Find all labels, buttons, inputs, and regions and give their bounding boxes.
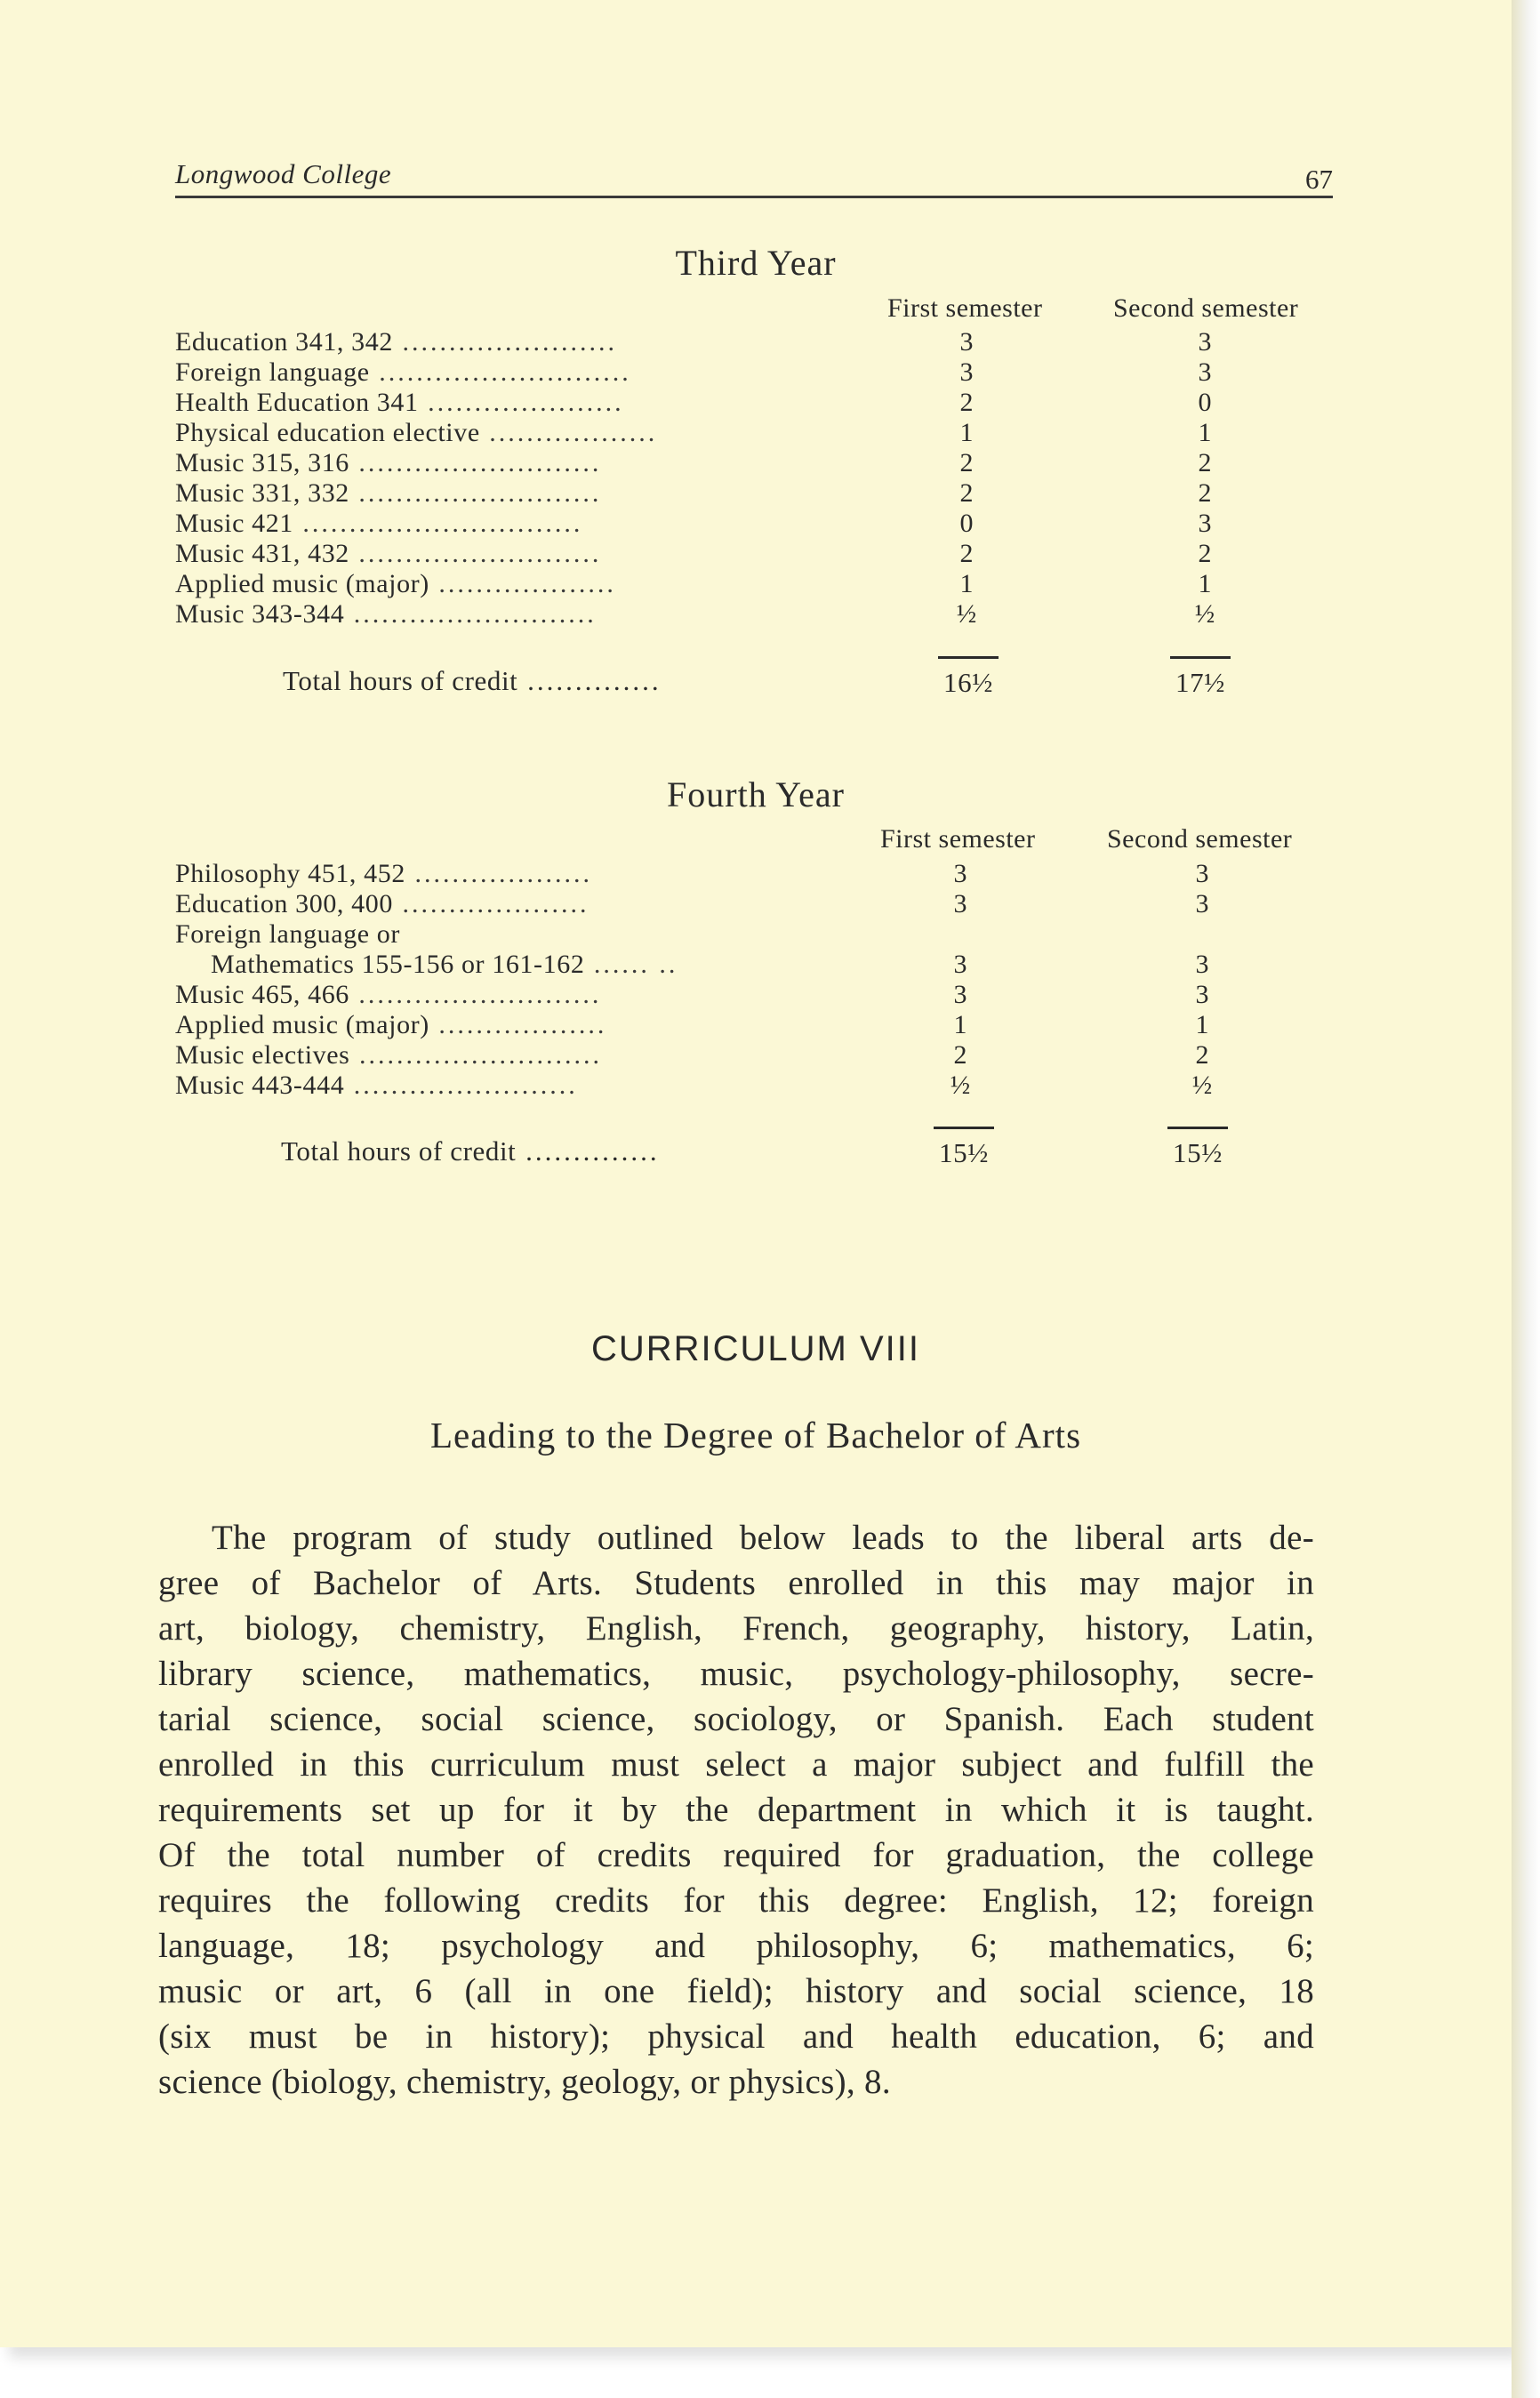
second-semester-value: 2 [1195,1040,1209,1070]
second-semester-value: 2 [1198,448,1212,477]
second-semester-value: 3 [1195,859,1209,888]
third-year-second-semester-header: Second semester [1113,293,1299,323]
paragraph-line: tarial science, social science, sociology, or Spanish. Each student [158,1700,1314,1738]
second-semester-value: 3 [1195,980,1209,1009]
second-semester-value: 1 [1198,418,1212,447]
second-semester-value: 3 [1195,950,1209,979]
table-row: Physical education elective .................. 1 1 [175,418,1349,448]
table-row: Music 431, 432 .......................... 2 2 [175,539,1349,569]
curriculum-title: CURRICULUM VIII [590,1329,921,1368]
total-first-semester: 16½ [942,667,994,698]
table-row: Philosophy 451, 452 ................... 3 3 [175,859,1349,889]
first-semester-value: 2 [959,448,974,477]
second-semester-value: 0 [1198,388,1212,417]
total-label: Total hours of credit [281,1135,517,1167]
table-row: Music 443-444 ........................ ½ ½ [175,1071,1349,1101]
first-semester-value: ½ [956,599,977,629]
third-year-table [175,327,1349,630]
table-row: Foreign language ........................... 3 3 [175,357,1349,388]
table-row: Applied music (major) .................. 1 1 [175,1010,1349,1040]
total-rule [1170,656,1231,659]
course-label: Education 300, 400 [175,889,393,918]
second-semester-value: 3 [1195,889,1209,918]
total-rule [934,1127,994,1129]
second-semester-value: 2 [1198,539,1212,568]
paragraph-line: (six must be in history); physical and health education, 6; and [158,2017,1314,2056]
course-label: Education 341, 342 [175,327,393,357]
table-row [175,919,1349,950]
course-label: Foreign language [175,357,370,387]
first-semester-value: 1 [959,418,974,447]
second-semester-value: 3 [1198,357,1212,387]
first-semester-value: 2 [953,1040,967,1070]
second-semester-value: 3 [1198,509,1212,538]
table-row: Mathematics 155-156 or 161-162 ...... .. 3 3 [175,950,1349,980]
total-label: Total hours of credit [283,665,518,696]
table-row: Education 341, 342 ....................... 3 3 [175,327,1349,357]
curriculum-subtitle: Leading to the Degree of Bachelor of Arts [429,1415,1082,1456]
first-semester-value: 3 [959,357,974,387]
paragraph-line: requirements set up for it by the department in which it is taught. [158,1791,1314,1829]
book-page: Longwood College 67 Third Year First semester Second semester Education 341, 342 ....................... 3 3 Foreign language ........................... 3 3 Health Education 341 ..................... 2 0 Physical education elective .................. 1 1 Music 315, 316 .......................... 2 2 Music 331, 332 .......................... 2 2 Music 421 .............................. 0 3 Music 431, 432 .......................... 2 2 Applied music (major) ................... 1 1 Music 343-344 .......................... ½ ½ Total hours of credit .............. 16½ 17½ Fourth Year First semester Second semester Philosophy 451, 452 ................... 3 3 Education 300, 400 .................... 3 3 Foreign language or Mathematics 155-156 or 161-162 ...... .. 3 3 Music 465, 466 .......................... 3 3 Applied music (major) .................. 1 1 Music electives .......................... 2 2 Music 443-444 ........................ ½ ½ Total hours of credit .............. 15½ 15½ CURRICULUM VIII Leading to the Degree of Bachelor of Arts The program of study outlined below leads to the liberal arts de- gree of Bachelor of Arts. Students enrolled in this may major in art, biology, chemistry, English, French, geography, history, Latin, library science, mathematics, music, psychology-philosophy, secre- tarial science, social science, sociology, or Spanish. Each student enrolled in this curriculum must select a major subject and fulfill the requirements set up for it by the department in which it is taught. Of the total number of credits required for graduation, the college requires the following credits for this degree: English, 12; foreign language, 18; psychology and philosophy, 6; mathematics, 6; music or art, 6 (all in one field); history and social science, 18 (six must be in history); physical and health education, 6; and science (biology, chemistry, geology, or physics), 8. [0,0,1512,2347]
paragraph-line: gree of Bachelor of Arts. Students enrolled in this may major in [158,1564,1314,1602]
paragraph-line: The program of study outlined below leads to the liberal arts de- [212,1519,1314,1557]
course-label: Music 331, 332 [175,478,349,508]
total-first-semester: 15½ [938,1137,990,1168]
second-semester-value: 2 [1198,478,1212,508]
paragraph-line: library science, mathematics, music, psychology-philosophy, secre- [158,1655,1314,1693]
second-semester-value: ½ [1191,1071,1213,1100]
table-row: Music 315, 316 .......................... 2 2 [175,448,1349,478]
table-row: Music electives .......................... 2 2 [175,1040,1349,1071]
fourth-year-first-semester-header: First semester [880,824,1036,854]
course-label: Music 431, 432 [175,539,349,568]
table-row: Music 331, 332 .......................... 2 2 [175,478,1349,509]
first-semester-value: 2 [959,478,974,508]
second-semester-value: 3 [1198,327,1212,357]
paragraph-line: language, 18; psychology and philosophy, 6; mathematics, 6; [158,1927,1314,1965]
table-row: Education 300, 400 .................... 3 3 [175,889,1349,919]
total-second-semester: 17½ [1175,667,1226,698]
course-label: Physical education elective [175,418,480,447]
fourth-year-table [175,859,1349,1101]
table-row: Applied music (major) ................... 1 1 [175,569,1349,599]
paragraph-line: requires the following credits for this degree: English, 12; foreign [158,1881,1314,1920]
course-label: Music electives [175,1040,350,1070]
table-row: Music 343-344 .......................... ½ ½ [175,599,1349,630]
curriculum-paragraph [158,1515,1314,2105]
first-semester-value: 3 [953,950,967,979]
total-second-semester: 15½ [1172,1137,1223,1168]
first-semester-value: 3 [959,327,974,357]
total-rule [1167,1127,1228,1129]
course-label: Foreign language or [175,919,400,949]
course-label: Music 465, 466 [175,980,349,1009]
course-label: Applied music (major) [175,569,429,598]
table-row: Music 465, 466 .......................... 3 3 [175,980,1349,1010]
paragraph-line: music or art, 6 (all in one field); history and social science, 18 [158,1972,1314,2010]
first-semester-value: 2 [959,539,974,568]
first-semester-value: 0 [959,509,974,538]
table-row: Health Education 341 ..................... 2 0 [175,388,1349,418]
first-semester-value: 3 [953,859,967,888]
first-semester-value: ½ [950,1071,971,1100]
paragraph-line: Of the total number of credits required for graduation, the college [158,1836,1314,1874]
course-label: Philosophy 451, 452 [175,859,405,888]
fourth-year-second-semester-header: Second semester [1107,824,1293,854]
first-semester-value: 3 [953,980,967,1009]
paragraph-line: enrolled in this curriculum must select a major subject and fulfill the [158,1745,1314,1784]
first-semester-value: 2 [959,388,974,417]
paragraph-line: art, biology, chemistry, English, French, geography, history, Latin, [158,1609,1314,1648]
course-label: Applied music (major) [175,1010,429,1039]
course-label: Music 315, 316 [175,448,349,477]
third-year-title: Third Year [675,243,837,283]
first-semester-value: 3 [953,889,967,918]
table-row: Music 421 .............................. 0 3 [175,509,1349,539]
page-number: 67 [1305,164,1333,195]
course-label: Music 421 [175,509,293,538]
running-head-title: Longwood College [175,158,392,189]
total-rule [938,656,999,659]
course-label: Mathematics 155-156 or 161-162 [211,950,585,979]
fourth-year-title: Fourth Year [667,774,845,814]
third-year-first-semester-header: First semester [887,293,1043,323]
first-semester-value: 1 [959,569,974,598]
second-semester-value: 1 [1195,1010,1209,1039]
course-label: Music 443-444 [175,1071,345,1100]
second-semester-value: 1 [1198,569,1212,598]
page-edge-shadow [1512,0,1540,2398]
paragraph-line: science (biology, chemistry, geology, or physics), 8. [158,2063,891,2101]
first-semester-value: 1 [953,1010,967,1039]
running-head [175,158,1333,198]
course-label: Health Education 341 [175,388,419,417]
second-semester-value: ½ [1194,599,1215,629]
course-label: Music 343-344 [175,599,345,629]
